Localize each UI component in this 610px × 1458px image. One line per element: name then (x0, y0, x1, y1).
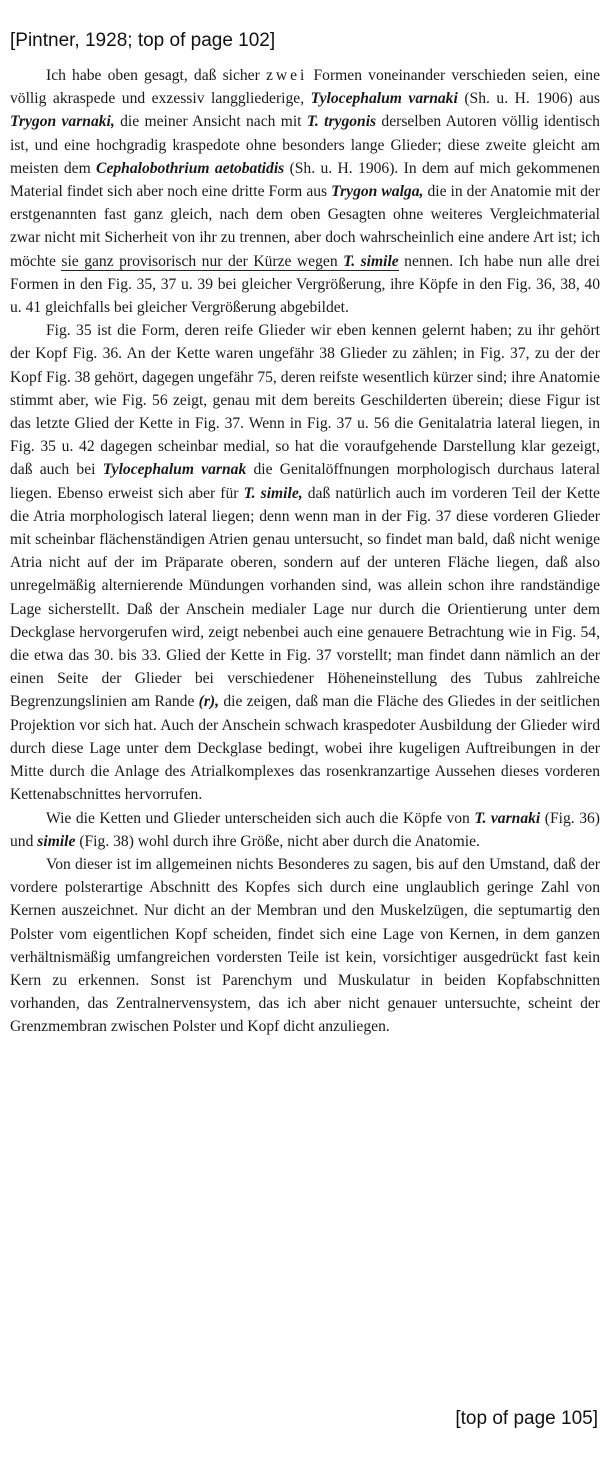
text-run: Ich habe oben gesagt, daß sicher (46, 67, 266, 84)
text-run: (Sh. u. H. 1906) aus (457, 90, 601, 108)
paragraph (10, 64, 600, 319)
paragraph (10, 319, 600, 806)
source-footer: [top of page 105] (455, 1408, 598, 1429)
text-run: (Fig. 38) wohl durch ihre Größe, nicht aber durch die Anatomie. (75, 832, 480, 850)
styled-text: Tylocephalum varnak (102, 461, 247, 479)
text-run: (Sh. u. H. 1906). In dem auf mich gekommenen Material findet sich aber noch eine dritte Form aus (10, 159, 600, 201)
styled-text: (r), (198, 693, 220, 711)
text-run: Fig. 35 ist die Form, deren reife Glieder wir eben kennen gelernt haben; zu ihr gehört der Kopf Fig. 36. An der Kette waren ungefähr 38 Glieder zu zählen; in Fig. 37, zu der der Kopf Fig. 38 gehört, dagegen ungefähr 75, deren reifste wesentlich kürzer sind; ihre Anatomie stimmt aber, wie Fig. 56 zeigt, genau mit dem bereits Geschilderten überein; diese Figur ist das letzte Glied der Kette in Fig. 37. Wenn in Fig. 37 u. 56 die Genitalatria lateral liegen, in Fig. 35 u. 42 dagegen scheinbar medial, so hat die voraufgehende Darstellung klar gezeigt, daß auch bei (10, 322, 600, 479)
text-run: derselben Autoren völlig identisch ist, und eine hochgradig kraspedote ohne besonders lange Glieder; diese zweite gleicht am meisten dem (10, 113, 600, 177)
styled-text: sie ganz provisorisch nur der Kürze wegen (61, 252, 344, 270)
text-run: nennen. Ich habe nun alle drei Formen in den Fig. 35, 37 u. 39 bei gleicher Vergrößerung, ihre Köpfe in den Fig. 36, 38, 40 u. 41 gleichfalls bei gleicher Vergrößerung abgebildet. (10, 252, 601, 317)
text-run: Formen voneinander verschieden seien, eine völlig akraspede und exzessiv langgliederige, (10, 67, 600, 108)
text-run: die Genitalöffnungen morphologisch durchaus lateral liegen. Ebenso erweist sich aber für (10, 461, 600, 502)
source-header: [Pintner, 1928; top of page 102] (10, 30, 276, 51)
paragraph (10, 807, 600, 853)
body-text (10, 64, 600, 1039)
text-run: daß natürlich auch im vorderen Teil der Kette die Atria morphologisch lateral liegen; denn wenn man in der Fig. 37 diese vorderen Glieder mit scheinbar flächenständigen Atrien genau untersucht, so findet man bald, daß nicht wenige Atria nicht auf der im Präparate oberen, sondern auf der unteren Fläche liegen, daß also unregelmäßig alternierende Mündungen vorhanden sind, was allein schon ihre randständige Lage sicherstellt. Daß der Anschein medialer Lage nur durch die Orientierung unter dem Deckglase hervorgerufen wird, zeigt nebenbei auch eine genauere Betrachtung wie in Fig. 54, die etwa das 30. bis 33. Glied der Kette in Fig. 37 vorstellt; man findet dann nämlich an der einen Seite der Glieder bei verschiedener Höheneinstellung des Tubus zahlreiche Begrenzungslinien am Rande (10, 484, 600, 711)
styled-text: T. simile (343, 252, 399, 270)
text-run: Wie die Ketten und Glieder unterscheiden sich auch die Köpfe von (46, 809, 475, 827)
styled-text: simile (37, 832, 76, 850)
styled-text: T. trygonis (306, 113, 377, 131)
text-run: die zeigen, daß man die Fläche des Gliedes in der seitlichen Projektion vor sich hat. Auch der Anschein schwach kraspedoter Ausbildung der Glieder wird durch diese Lage unter dem Deckglase bedingt, wobei ihre kugeligen Auftreibungen in der Mitte durch die Anlage des Atrialkomplexes das rosenkranzartige Aussehen dieses vorderen Kettenabschnittes hervorrufen. (10, 693, 600, 804)
styled-text: Cephalobothrium aetobatidis (96, 159, 285, 177)
styled-text: T. varnaki (474, 809, 541, 827)
text-run: (Fig. 36) und (10, 809, 600, 850)
styled-text: zwei (265, 67, 308, 84)
styled-text: Trygon walga, (331, 183, 424, 201)
styled-text: Trygon varnaki, (10, 113, 115, 131)
styled-text: T. simile, (243, 484, 303, 502)
styled-text: Tylocephalum varnaki (310, 90, 458, 108)
paragraph (10, 853, 600, 1039)
text-run: Von dieser ist im allgemeinen nichts Besonderes zu sagen, bis auf den Umstand, daß der vordere polsterartige Abschnitt des Kopfes sich durch eine unglaublich geringe Zahl von Kernen auszeichnet. Nur dicht an der Membran und den Muskelzügen, die septumartig den Polster vom eigentlichen Kopf scheiden, findet sich eine Lage von Kernen, in dem ganzen verhältnismäßig umfangreichen vordersten Teile ist kein, vorsichtiger ausgedrückt fast kein Kern zu erkennen. Sonst ist Parenchym und Muskulatur in beiden Kopfabschnitten vorhanden, das Zentralnervensystem, das ich aber nicht genauer untersuchte, scheint der Grenzmembran zwischen Polster und Kopf dicht anzuliegen. (10, 855, 600, 1036)
text-run: die meiner Ansicht nach mit (114, 113, 307, 131)
text-run: die in der Anatomie mit der erstgenannten fast ganz gleich, nach dem oben Gesagten ohne weiteres Vergleichmaterial zwar nicht mit Sicherheit von ihr zu trennen, aber doch wahrscheinlich eine andere Art ist; ich möchte (10, 183, 601, 270)
